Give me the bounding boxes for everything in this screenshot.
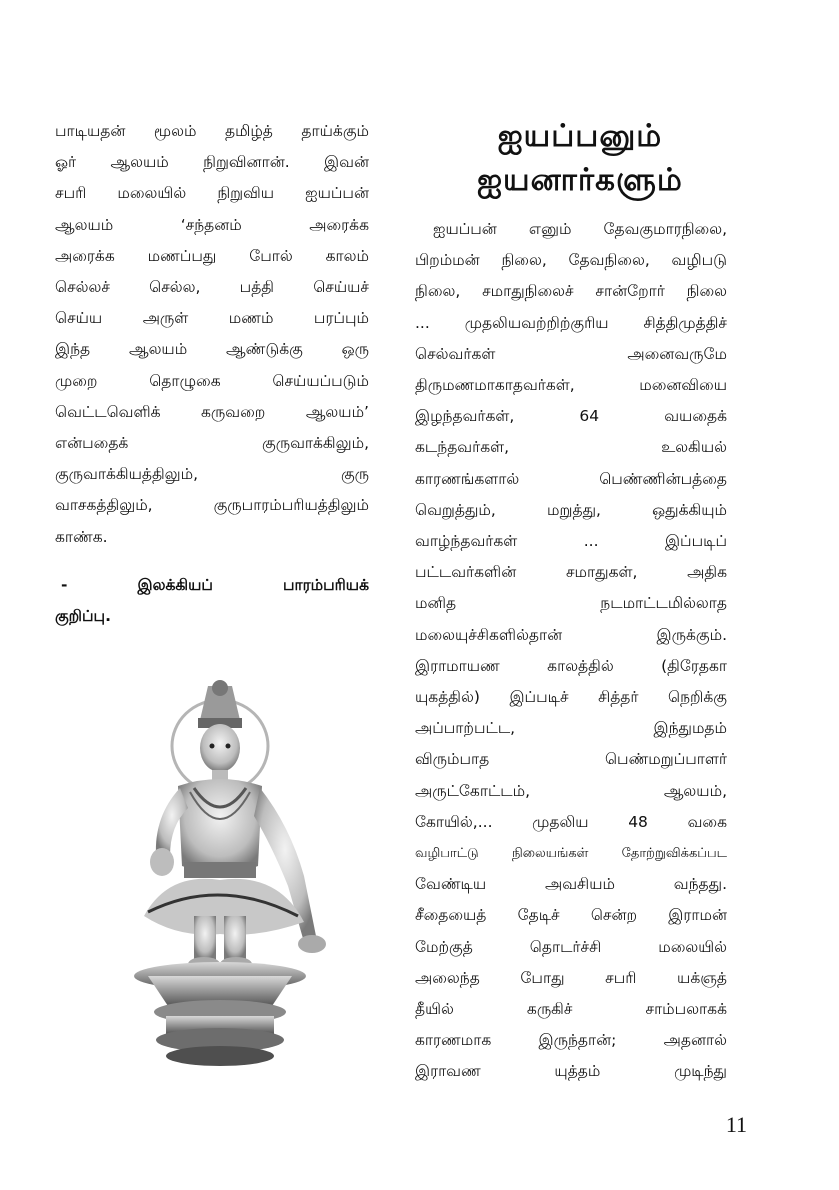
right-line: மலையுச்சிகளில்தான் இருக்கும். [415, 625, 727, 644]
right-line: இராவண யுத்தம் முடிந்து [415, 1062, 727, 1081]
right-line: செல்வர்கள் அனைவருமே [415, 344, 727, 363]
note-line: குறிப்பு. [55, 607, 111, 626]
right-line: நிலை, சமாதுநிலைச் சான்றோர் நிலை [415, 282, 727, 301]
right-line: திருமணமாகாதவர்கள், மனைவியை [415, 376, 727, 395]
right-line: மனித நடமாட்டமில்லாத [415, 594, 727, 613]
right-line: விரும்பாத பெண்மறுப்பாளர் [415, 750, 727, 769]
left-line: குருவாக்கியத்திலும், குரு [55, 465, 369, 484]
left-line: ஆலயம் ‘சந்தனம் அரைக்க [55, 215, 369, 234]
left-line: காண்க. [55, 527, 108, 546]
right-line: வாழ்ந்தவர்கள் ... இப்படிப் [415, 532, 727, 551]
left-line: செய்ய அருள் மணம் பரப்பும் [55, 309, 369, 328]
title-line-1: ஐயப்பனும் [497, 118, 663, 154]
left-line: வாசகத்திலும், குருபாரம்பரியத்திலும் [55, 496, 369, 515]
left-line: ஓர் ஆலயம் நிறுவினான். இவன் [55, 153, 369, 172]
right-line: ஐயப்பன் எனும் தேவகுமாரநிலை, [433, 220, 727, 238]
left-line: முறை தொழுகை செய்யப்படும் [55, 371, 369, 390]
right-line: வெறுத்தும், மறுத்து, ஒதுக்கியும் [415, 500, 727, 519]
right-line: வேண்டிய அவசியம் வந்தது. [415, 875, 727, 894]
right-line: பிறம்மன் நிலை, தேவநிலை, வழிபடு [415, 251, 727, 270]
right-column [415, 214, 727, 1088]
left-line: செல்லச் செல்ல, பத்தி செய்யச் [55, 278, 369, 297]
left-column [55, 116, 369, 553]
right-line: பட்டவர்களின் சமாதுகள், அதிக [415, 563, 727, 582]
literary-note [55, 570, 369, 632]
right-line: அலைந்த போது சபரி யக்ஞத் [415, 968, 727, 987]
right-line: ... முதலியவற்றிற்குரிய சித்திமுத்திச் [415, 313, 727, 332]
left-line: என்பதைக் குருவாக்கிலும், [55, 434, 369, 453]
left-line: வெட்டவெளிக் கருவறை ஆலயம்’ [55, 402, 369, 421]
right-line: தீயில் கருகிச் சாம்பலாகக் [415, 1000, 727, 1019]
right-line: காரணங்களால் பெண்ணின்பத்தை [415, 469, 727, 488]
note-line: - இலக்கியப் பாரம்பரியக் [61, 576, 369, 594]
right-line: அப்பாற்பட்ட, இந்துமதம் [415, 719, 727, 738]
right-line: இழந்தவர்கள், 64 வயதைக் [415, 407, 727, 426]
right-line: கடந்தவர்கள், உலகியல் [415, 438, 727, 457]
right-line: கோயில்,... முதலிய 48 வகை [415, 812, 727, 831]
left-line: இந்த ஆலயம் ஆண்டுக்கு ஒரு [55, 340, 369, 359]
right-line: யுகத்தில்) இப்படிச் சித்தர் நெறிக்கு [415, 688, 727, 707]
right-line: மேற்குத் தொடர்ச்சி மலையில் [415, 937, 727, 956]
page-number: 11 [725, 1112, 747, 1137]
left-line: பாடியதன் மூலம் தமிழ்த் தாய்க்கும் [55, 122, 369, 140]
right-line: வழிபாட்டு நிலையங்கள் தோற்றுவிக்கப்பட [415, 846, 727, 862]
right-line: காரணமாக இருந்தான்; அதனால் [415, 1031, 727, 1050]
article-title [415, 114, 745, 202]
right-line: இராமாயண காலத்தில் (திரேதகா [415, 656, 727, 675]
right-line: அருட்கோட்டம், ஆலயம், [415, 781, 727, 800]
right-line: சீதையைத் தேடிச் சென்ற இராமன் [415, 906, 727, 925]
title-line-2: ஐயனார்களும் [477, 162, 683, 198]
ayyappan-image [108, 676, 338, 1074]
left-line: அரைக்க மணப்பது போல் காலம் [55, 246, 369, 265]
left-line: சபரி மலையில் நிறுவிய ஐயப்பன் [55, 184, 369, 203]
